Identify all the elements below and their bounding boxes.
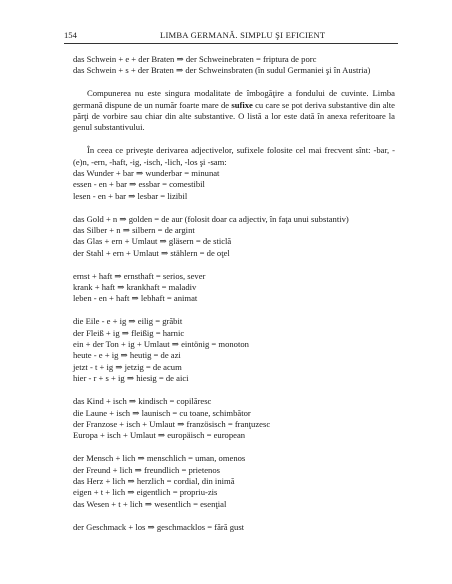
page-body	[73, 54, 395, 533]
example-line: das Kind + isch ⇒ kindisch = copilăresc	[73, 396, 212, 407]
text-line: das Schwein + s + der Braten ⇒ der Schweinsbraten (în sudul Germaniei şi în Austria)	[73, 65, 371, 76]
example-line: der Stahl + ern + Umlaut ⇒ stählern = de oţel	[73, 247, 230, 258]
example-line: essen - en + bar ⇒ essbar = comestibil	[73, 179, 205, 190]
example-line: hier - r + s + ig ⇒ hiesig = de aici	[73, 373, 189, 384]
example-line: leben - en + haft ⇒ lebhaft = animat	[73, 293, 198, 304]
page-number: 154	[64, 30, 77, 40]
running-title: LIMBA GERMANĂ. SIMPLU ŞI EFICIENT	[160, 30, 326, 40]
example-line: das Herz + lich ⇒ herzlich = cordial, din inimă	[73, 475, 235, 486]
example-line: lesen - en + bar ⇒ lesbar = lizibil	[73, 190, 188, 201]
example-line: der Fleiß + ig ⇒ fleißig = harnic	[73, 327, 185, 338]
example-line: krank + haft ⇒ krankhaft = maladiv	[73, 282, 197, 293]
paragraph-adjective: În ceea ce priveşte derivarea adjectivelor, sufixele folosite cel mai frecvent sînt: -bar, -(e)n, -ern, -haft, -ig, -isch, -lich, -los şi -sam:	[73, 145, 395, 167]
header-rule	[64, 43, 398, 44]
example-line: das Wunder + bar ⇒ wunderbar = minunat	[73, 168, 220, 179]
example-line: jetzt - t + ig ⇒ jetzig = de acum	[73, 361, 182, 372]
example-line: das Silber + n ⇒ silbern = de argint	[73, 225, 195, 236]
paragraph-sufixe: Compunerea nu este singura modalitate de îmbogăţire a fondului de cuvinte. Limba germană dispune de un număr foarte mare de sufixe cu care se pot deriva substantive din alte părţi de vorbire sau chiar din alte substantive. O listă a lor este dată în anexa referitoare la genul substantivului.	[73, 88, 395, 133]
example-line: der Franzose + isch + Umlaut ⇒ französisch = franţuzesc	[73, 418, 271, 429]
example-line: die Eile - e + ig ⇒ eilig = grăbit	[73, 316, 183, 327]
example-line: das Gold + n ⇒ golden = de aur (folosit doar ca adjectiv, în faţa unui substantiv)	[73, 213, 349, 224]
example-line: eigen + t + lich ⇒ eigentlich = propriu-zis	[73, 487, 218, 498]
page-header	[64, 28, 398, 42]
example-line: der Freund + lich ⇒ freundlich = prietenos	[73, 464, 220, 475]
example-line: Europa + isch + Umlaut ⇒ europäisch = european	[73, 430, 246, 441]
example-line: das Wesen + t + lich ⇒ wesentlich = esenţial	[73, 498, 227, 509]
example-line: ein + der Ton + ig + Umlaut ⇒ eintönig = monoton	[73, 339, 249, 350]
example-line: ernst + haft ⇒ ernsthaft = serios, sever	[73, 270, 206, 281]
example-line: das Glas + ern + Umlaut ⇒ gläsern = de sticlă	[73, 236, 232, 247]
example-line: die Laune + isch ⇒ launisch = cu toane, schimbător	[73, 407, 251, 418]
example-line: der Geschmack + los ⇒ geschmacklos = fără gust	[73, 521, 245, 532]
text-line: das Schwein + e + der Braten ⇒ der Schweinebraten = friptura de porc	[73, 54, 317, 64]
example-line: heute - e + ig ⇒ heutig = de azi	[73, 350, 181, 361]
example-line: der Mensch + lich ⇒ menschlich = uman, omenos	[73, 453, 246, 464]
